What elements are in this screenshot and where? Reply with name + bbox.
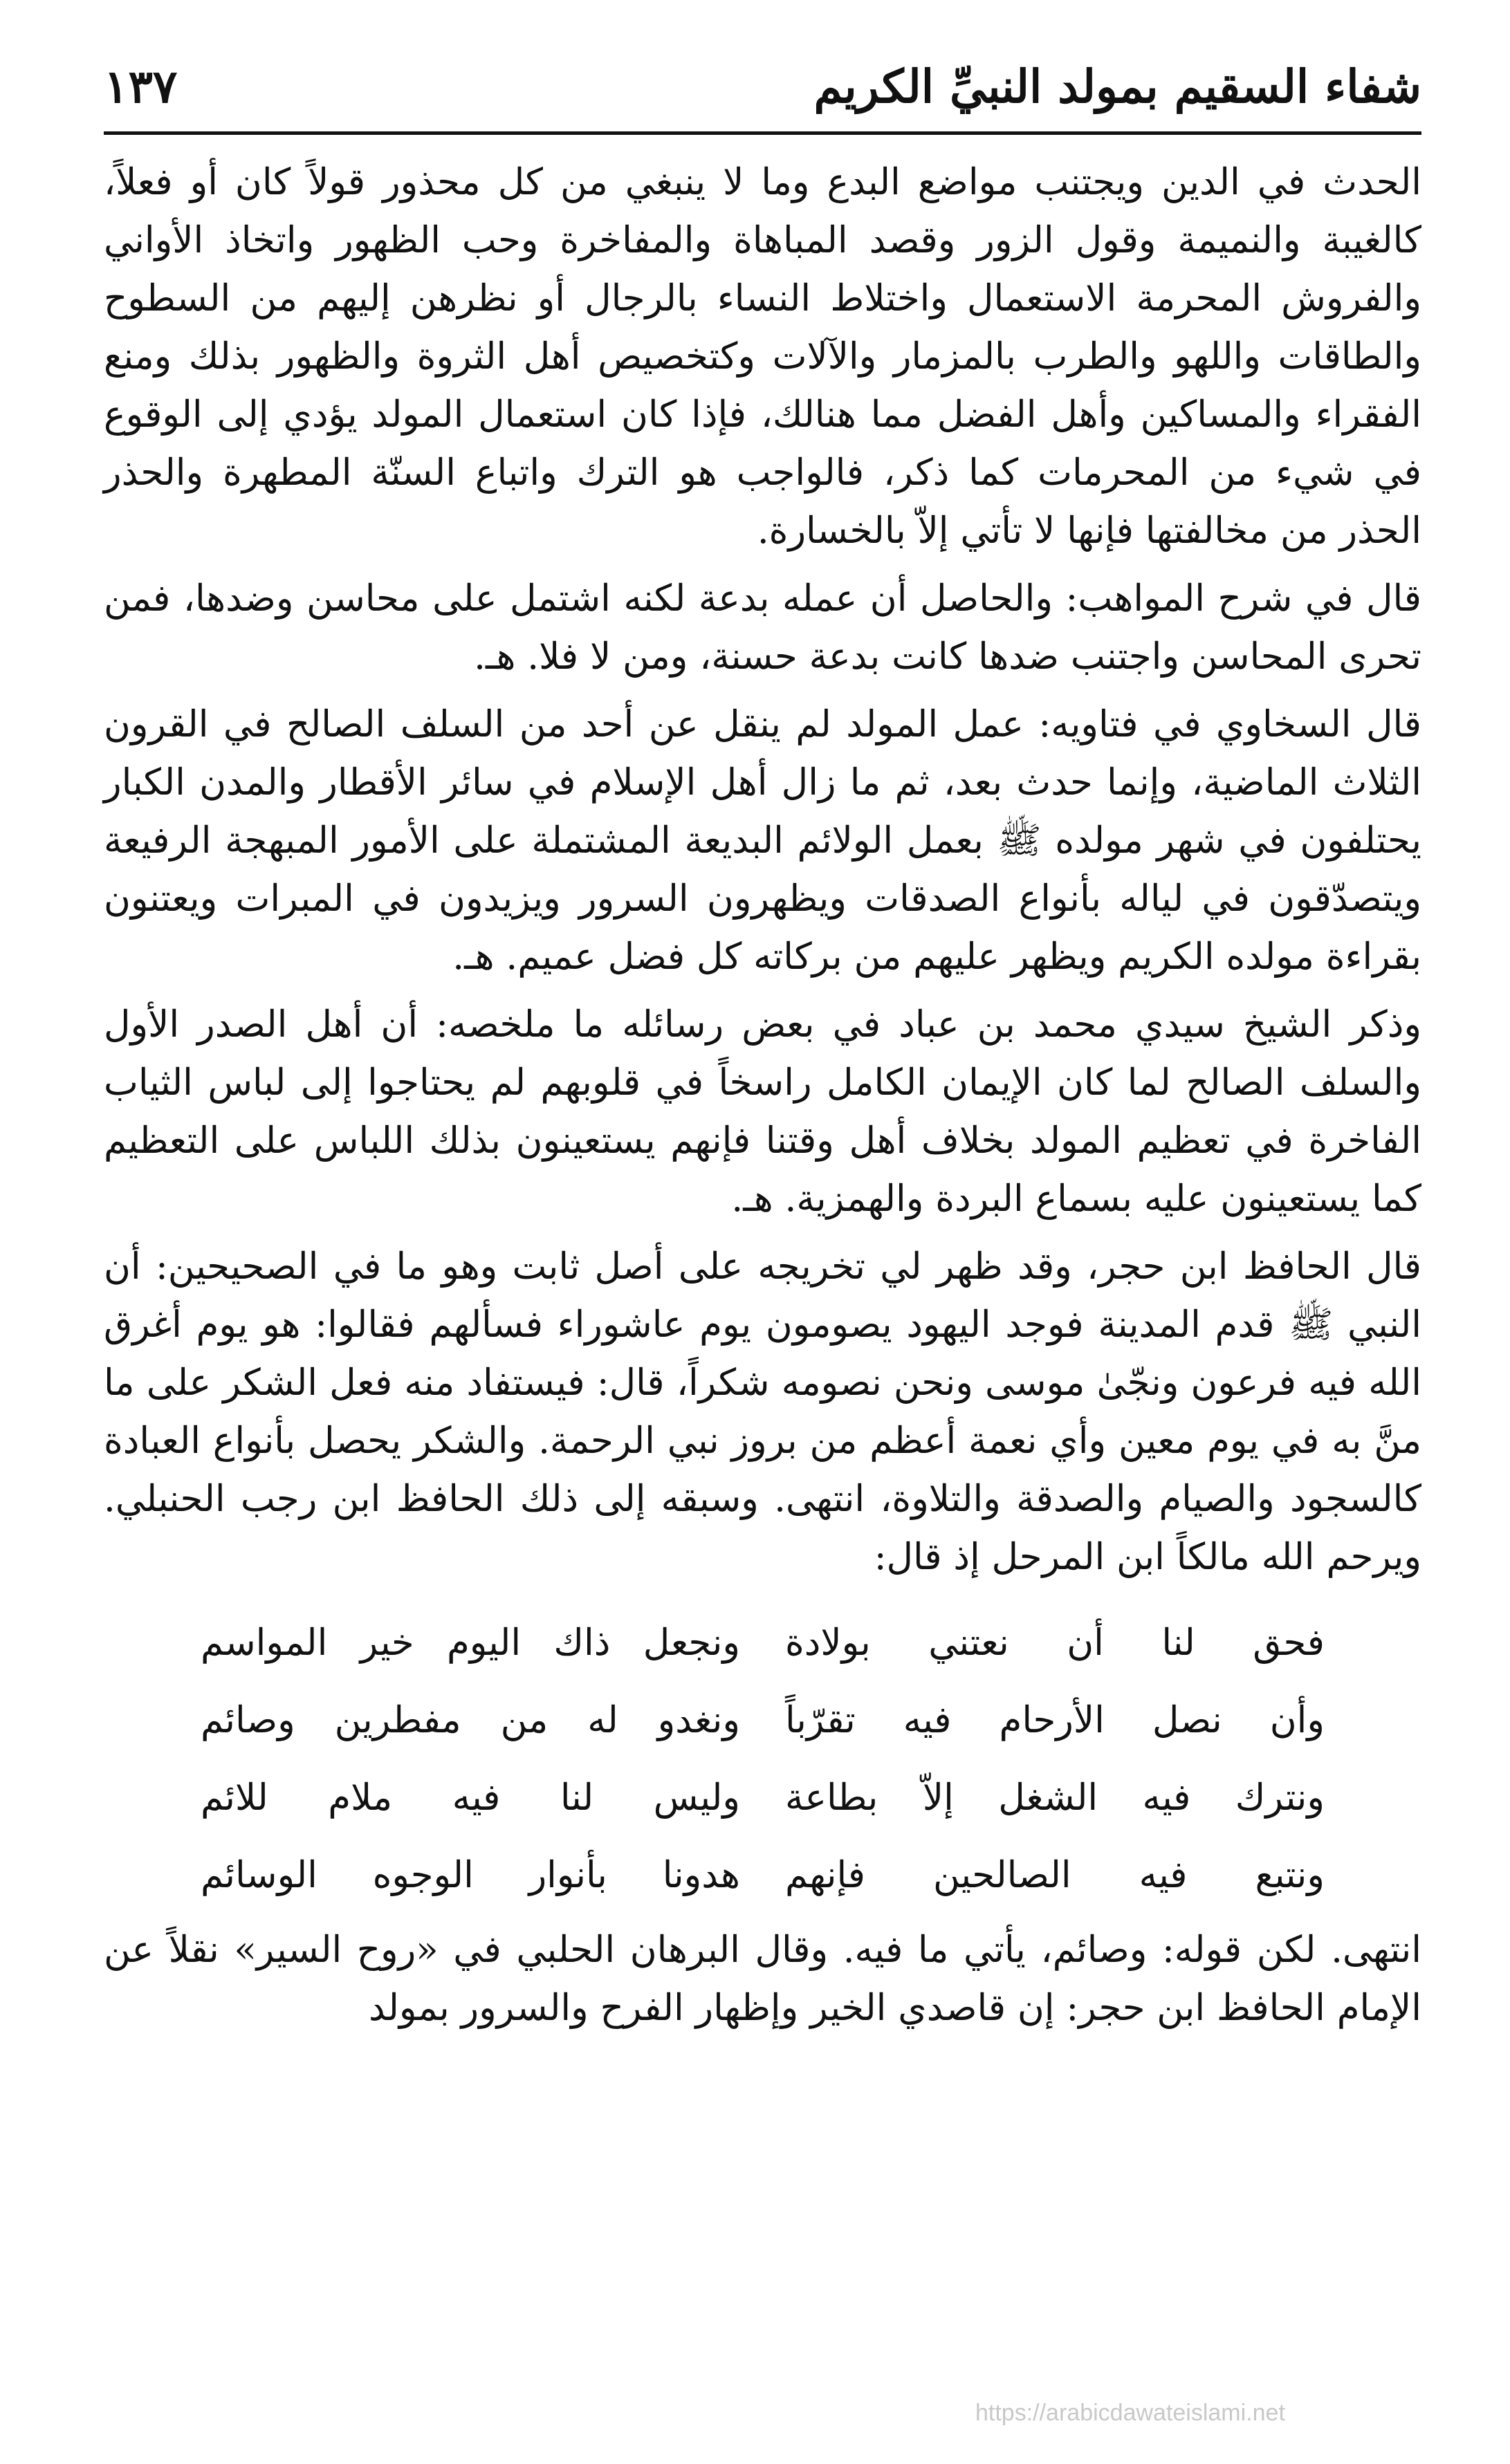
header-divider	[104, 131, 1421, 135]
verse-second-hemistich: وليس لنا فيه ملام للائم	[201, 1777, 740, 1819]
closing-paragraph: انتهى. لكن قوله: وصائم، يأتي ما فيه. وقال البرهان الحلبي في «روح السير» نقلاً عن الإمام الحافظ ابن حجر: إن قاصدي الخير وإظهار الفرح والسرور بمولد	[104, 1929, 1421, 2029]
verse-second-hemistich: ونغدو له من مفطرين وصائم	[201, 1699, 740, 1741]
verse-line	[104, 1837, 1421, 1914]
page-number: ١٣٧	[104, 59, 178, 113]
page-body	[104, 154, 1421, 2047]
paragraph-5: قال الحافظ ابن حجر، وقد ظهر لي تخريجه على أصل ثابت وهو ما في الصحيحين: أن النبي ﷺ قدم المدينة فوجد اليهود يصومون يوم عاشوراء فسألهم فقالوا: هو يوم أغرق الله فيه فرعون ونجّىٰ موسى ونحن نصومه شكراً، قال: فيستفاد منه فعل الشكر على ما منَّ به في يوم معين وأي نعمة أعظم من بروز نبي الرحمة. والشكر يحصل بأنواع العبادة كالسجود والصيام والصدقة والتلاوة، انتهى. وسبقه إلى ذلك الحافظ ابن رجب الحنبلي. ويرحم الله مالكاً ابن المرحل إذ قال:	[104, 1245, 1421, 1578]
verse-first-hemistich: وأن نصل الأرحام فيه تقرّباً	[785, 1699, 1325, 1741]
paragraph-4: وذكر الشيخ سيدي محمد بن عباد في بعض رسائله ما ملخصه: أن أهل الصدر الأول والسلف الصالح لما كان الإيمان الكامل راسخاً في قلوبهم لم يحتاجوا إلى لباس الثياب الفاخرة في تعظيم المولد بخلاف أهل وقتنا فإنهم يستعينون بذلك اللباس على التعظيم كما يستعينون عليه بسماع البردة والهمزية. هـ.	[104, 1003, 1421, 1220]
paragraph-1: الحدث في الدين ويجتنب مواضع البدع وما لا ينبغي من كل محذور قولاً كان أو فعلاً، كالغيبة والنميمة وقول الزور وقصد المباهاة والمفاخرة وحب الظهور واتخاذ الأواني والفروش المحرمة الاستعمال واختلاط النساء بالرجال أو نظرهن إليهم من السطوح والطاقات واللهو والطرب بالمزمار والآلات وكتخصيص أهل الثروة والظهور بذلك ومنع الفقراء والمساكين وأهل الفضل مما هنالك، فإذا كان استعمال المولد يؤدي إلى الوقوع في شيء من المحرمات كما ذكر، فالواجب هو الترك واتباع السنّة المطهرة والحذر الحذر من مخالفتها فإنها لا تأتي إلاّ بالخسارة.	[104, 161, 1421, 552]
paragraph-3: قال السخاوي في فتاويه: عمل المولد لم ينقل عن أحد من السلف الصالح في القرون الثلاث الماضية، وإنما حدث بعد، ثم ما زال أهل الإسلام في سائر الأقطار والمدن الكبار يحتلفون في شهر مولده ﷺ بعمل الولائم البديعة المشتملة على الأمور المبهجة الرفيعة ويتصدّقون في لياله بأنواع الصدقات ويظهرون السرور ويزيدون في المبرات ويعتنون بقراءة مولده الكريم ويظهر عليهم من بركاته كل فضل عميم. هـ.	[104, 703, 1421, 978]
verse-line	[104, 1604, 1421, 1682]
verse-second-hemistich: ونجعل ذاك اليوم خير المواسم	[201, 1622, 740, 1664]
verse-first-hemistich: ونترك فيه الشغل إلاّ بطاعة	[785, 1777, 1325, 1819]
verse-line	[104, 1682, 1421, 1759]
verse-first-hemistich: ونتبع فيه الصالحين فإنهم	[785, 1854, 1325, 1896]
poem-verses	[104, 1604, 1421, 1914]
source-watermark: https://arabicdawateislami.net	[975, 2400, 1285, 2426]
paragraph-2: قال في شرح المواهب: والحاصل أن عمله بدعة لكنه اشتمل على محاسن وضدها، فمن تحرى المحاسن واجتنب ضدها كانت بدعة حسنة، ومن لا فلا. هـ.	[104, 577, 1421, 678]
book-title: شفاء السقيم بمولد النبيِّ الكريم	[813, 59, 1421, 113]
verse-first-hemistich: فحق لنا أن نعتني بولادة	[785, 1622, 1325, 1664]
verse-line	[104, 1759, 1421, 1837]
page-header	[104, 48, 1421, 124]
verse-second-hemistich: هدونا بأنوار الوجوه الوسائم	[201, 1854, 740, 1896]
